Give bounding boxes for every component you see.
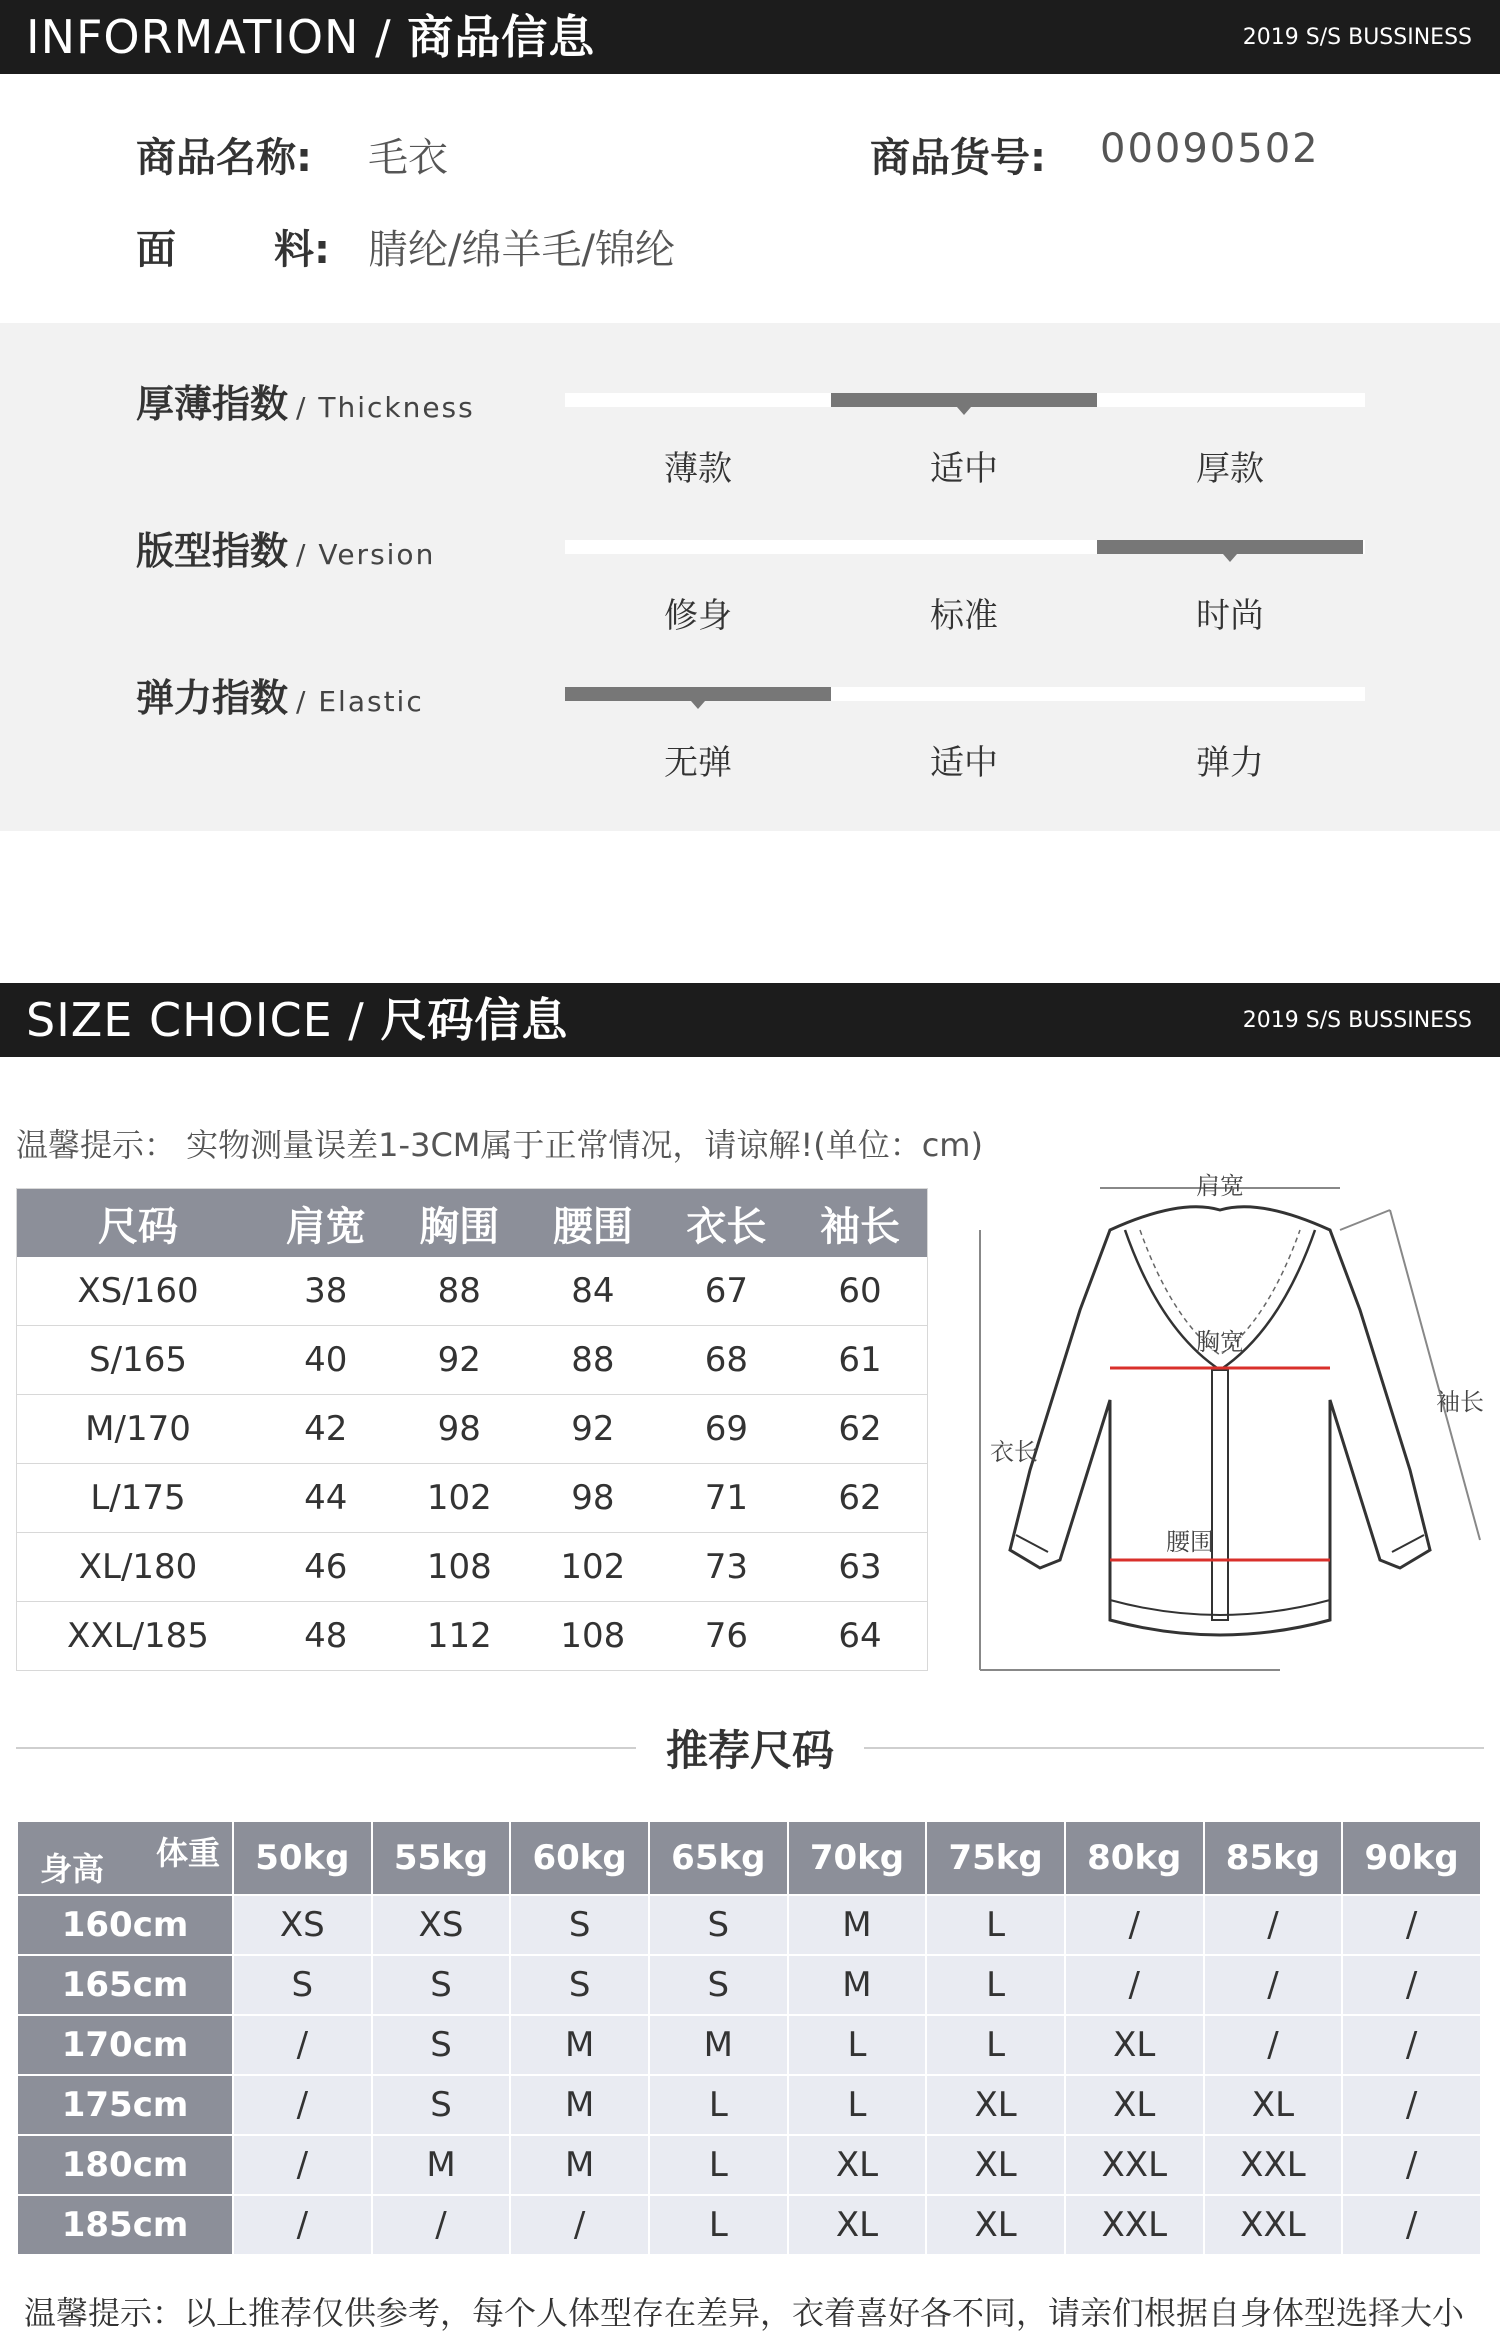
table-cell: S	[511, 1956, 648, 2014]
table-cell: /	[234, 2076, 371, 2134]
index-panel	[0, 323, 1500, 831]
table-cell: 46	[259, 1533, 393, 1602]
table-cell: /	[1343, 2136, 1480, 2194]
recommend-note: 温馨提示：以上推荐仅供参考，每个人体型存在差异，衣着喜好各不同，请亲们根据自身体型选择大小	[24, 2294, 1465, 2332]
weight-header: 55kg	[373, 1822, 510, 1894]
product-name-value: 毛衣	[368, 135, 448, 181]
table-cell: 38	[259, 1257, 393, 1326]
diagram-label-length: 衣长	[990, 1438, 1038, 1466]
table-cell: 64	[793, 1602, 927, 1671]
elastic-option-stretch: 弹力	[1196, 743, 1264, 783]
diagram-label-sleeve: 袖长	[1436, 1388, 1484, 1416]
rec-header-row	[18, 1822, 1480, 1894]
table-cell: /	[1343, 2076, 1480, 2134]
table-cell: L	[927, 1956, 1064, 2014]
diagram-label-chest: 胸宽	[1196, 1328, 1244, 1356]
table-cell: 63	[793, 1533, 927, 1602]
sweater-diagram	[960, 1170, 1490, 1680]
table-cell: S	[373, 2076, 510, 2134]
table-cell: /	[234, 2196, 371, 2254]
table-cell: XXL	[1205, 2196, 1342, 2254]
table-cell: XS/160	[17, 1257, 260, 1326]
elastic-option-medium: 适中	[930, 743, 998, 783]
table-cell: XXL	[1066, 2196, 1203, 2254]
table-cell: 73	[660, 1533, 794, 1602]
table-cell: 92	[526, 1395, 660, 1464]
table-cell: XXL	[1066, 2136, 1203, 2194]
table-cell: /	[1205, 1896, 1342, 1954]
table-cell: /	[1343, 1896, 1480, 1954]
table-cell: S	[511, 1896, 648, 1954]
table-cell: 69	[660, 1395, 794, 1464]
info-title-cn: 商品信息	[407, 10, 596, 64]
size-col-header: 袖长	[793, 1189, 927, 1258]
table-cell: /	[1205, 1956, 1342, 2014]
table-cell: 62	[793, 1464, 927, 1533]
table-row	[18, 2016, 1480, 2074]
size-col-header: 腰围	[526, 1189, 660, 1258]
table-cell: 112	[393, 1602, 527, 1671]
info-header-title	[26, 8, 595, 66]
height-cell: 185cm	[18, 2196, 232, 2254]
weight-header: 75kg	[927, 1822, 1064, 1894]
table-cell: /	[1066, 1896, 1203, 1954]
table-cell: L	[927, 2016, 1064, 2074]
weight-header: 90kg	[1343, 1822, 1480, 1894]
table-row	[18, 2196, 1480, 2254]
table-cell: 108	[393, 1533, 527, 1602]
elastic-title-cn: 弹力指数	[136, 676, 289, 720]
thickness-pointer-icon	[957, 407, 971, 415]
size-header-title	[26, 991, 568, 1049]
table-cell: 61	[793, 1326, 927, 1395]
table-cell: S	[373, 1956, 510, 2014]
table-cell: 71	[660, 1464, 794, 1533]
table-cell: M	[511, 2076, 648, 2134]
table-cell: /	[1066, 1956, 1203, 2014]
table-cell: L	[789, 2016, 926, 2074]
table-cell: S	[234, 1956, 371, 2014]
table-cell: M	[511, 2016, 648, 2074]
thickness-title-cn: 厚薄指数	[136, 382, 289, 426]
table-row	[17, 1326, 928, 1395]
thickness-indicator	[831, 393, 1097, 407]
fabric-label-b: 料:	[274, 227, 330, 273]
table-cell: 44	[259, 1464, 393, 1533]
fabric-label-a: 面	[136, 227, 176, 273]
version-scale	[565, 540, 1365, 554]
size-title-cn: 尺码信息	[380, 993, 569, 1047]
size-col-header: 尺码	[17, 1189, 260, 1258]
fabric-value: 腈纶/绵羊毛/锦纶	[368, 227, 675, 273]
weight-header: 70kg	[789, 1822, 926, 1894]
thickness-title-en: / Thickness	[296, 391, 475, 424]
table-cell: /	[234, 2016, 371, 2074]
elastic-title-en: / Elastic	[296, 685, 424, 718]
height-cell: 180cm	[18, 2136, 232, 2194]
table-cell: /	[373, 2196, 510, 2254]
version-title-en: / Version	[296, 538, 436, 571]
weight-header: 85kg	[1205, 1822, 1342, 1894]
table-row	[17, 1602, 928, 1671]
version-option-standard: 标准	[930, 596, 998, 636]
table-cell: 40	[259, 1326, 393, 1395]
table-cell: S/165	[17, 1326, 260, 1395]
elastic-title	[136, 667, 424, 722]
table-cell: 98	[526, 1464, 660, 1533]
thickness-option-thick: 厚款	[1196, 449, 1264, 489]
table-cell: L	[789, 2076, 926, 2134]
elastic-pointer-icon	[691, 701, 705, 709]
table-cell: XL	[927, 2136, 1064, 2194]
size-title-en: SIZE CHOICE /	[26, 993, 365, 1047]
table-cell: S	[650, 1896, 787, 1954]
size-col-header: 衣长	[660, 1189, 794, 1258]
table-row	[17, 1395, 928, 1464]
product-code-label: 商品货号:	[870, 135, 1046, 181]
table-cell: S	[373, 2016, 510, 2074]
elastic-option-none: 无弹	[664, 743, 732, 783]
table-cell: 102	[393, 1464, 527, 1533]
table-cell: XS	[373, 1896, 510, 1954]
height-axis-label: 身高	[40, 1850, 105, 1888]
table-cell: L/175	[17, 1464, 260, 1533]
table-cell: XL	[789, 2136, 926, 2194]
size-season-label: 2019 S/S BUSSINESS	[1242, 1008, 1472, 1033]
table-cell: XL	[1066, 2016, 1203, 2074]
table-cell: 88	[393, 1257, 527, 1326]
height-cell: 170cm	[18, 2016, 232, 2074]
diagram-label-shoulder: 肩宽	[1196, 1172, 1244, 1200]
table-cell: XS	[234, 1896, 371, 1954]
table-cell: 48	[259, 1602, 393, 1671]
table-row	[18, 1896, 1480, 1954]
table-cell: L	[927, 1896, 1064, 1954]
size-table	[16, 1188, 928, 1671]
thickness-title	[136, 373, 475, 428]
elastic-scale	[565, 687, 1365, 701]
table-cell: /	[1343, 2016, 1480, 2074]
table-cell: L	[650, 2136, 787, 2194]
table-row	[18, 2076, 1480, 2134]
size-col-header: 肩宽	[259, 1189, 393, 1258]
info-season-label: 2019 S/S BUSSINESS	[1242, 25, 1472, 50]
version-option-fashion: 时尚	[1196, 596, 1264, 636]
table-cell: M	[650, 2016, 787, 2074]
recommend-table	[16, 1820, 1482, 2256]
version-option-slim: 修身	[664, 596, 732, 636]
version-title	[136, 520, 435, 575]
size-table-header-row	[17, 1189, 928, 1258]
table-cell: XXL	[1205, 2136, 1342, 2194]
table-cell: XL	[927, 2196, 1064, 2254]
table-cell: 67	[660, 1257, 794, 1326]
size-col-header: 胸围	[393, 1189, 527, 1258]
thickness-option-thin: 薄款	[664, 449, 732, 489]
table-row	[17, 1464, 928, 1533]
height-cell: 160cm	[18, 1896, 232, 1954]
table-cell: 62	[793, 1395, 927, 1464]
table-cell: S	[650, 1956, 787, 2014]
table-cell: /	[1205, 2016, 1342, 2074]
version-indicator	[1097, 540, 1363, 554]
table-cell: 68	[660, 1326, 794, 1395]
table-cell: /	[1343, 1956, 1480, 2014]
table-cell: M	[373, 2136, 510, 2194]
table-cell: XL	[789, 2196, 926, 2254]
table-cell: XL/180	[17, 1533, 260, 1602]
table-cell: 98	[393, 1395, 527, 1464]
height-cell: 175cm	[18, 2076, 232, 2134]
table-cell: 60	[793, 1257, 927, 1326]
version-title-cn: 版型指数	[136, 529, 289, 573]
weight-header: 60kg	[511, 1822, 648, 1894]
table-row	[17, 1533, 928, 1602]
size-header-bar	[0, 983, 1500, 1057]
product-code-value: 00090502	[1100, 126, 1320, 172]
table-cell: 88	[526, 1326, 660, 1395]
table-cell: /	[511, 2196, 648, 2254]
table-cell: /	[234, 2136, 371, 2194]
table-cell: M/170	[17, 1395, 260, 1464]
table-cell: XL	[927, 2076, 1064, 2134]
table-cell: 42	[259, 1395, 393, 1464]
rec-corner-cell	[18, 1822, 232, 1894]
table-cell: 108	[526, 1602, 660, 1671]
table-cell: 102	[526, 1533, 660, 1602]
size-note: 温馨提示： 实物测量误差1-3CM属于正常情况，请谅解!(单位：cm)	[16, 1126, 983, 1164]
diagram-label-waist: 腰围	[1166, 1528, 1214, 1556]
table-cell: XXL/185	[17, 1602, 260, 1671]
table-cell: M	[511, 2136, 648, 2194]
table-cell: M	[789, 1896, 926, 1954]
weight-header: 50kg	[234, 1822, 371, 1894]
table-cell: M	[789, 1956, 926, 2014]
table-cell: /	[1343, 2196, 1480, 2254]
table-cell: 84	[526, 1257, 660, 1326]
table-row	[18, 1956, 1480, 2014]
info-title-en: INFORMATION /	[26, 10, 392, 64]
height-cell: 165cm	[18, 1956, 232, 2014]
table-cell: 76	[660, 1602, 794, 1671]
elastic-indicator	[565, 687, 831, 701]
table-cell: L	[650, 2196, 787, 2254]
weight-header: 80kg	[1066, 1822, 1203, 1894]
thickness-option-medium: 适中	[930, 449, 998, 489]
weight-axis-label: 体重	[155, 1834, 220, 1872]
weight-header: 65kg	[650, 1822, 787, 1894]
table-cell: 92	[393, 1326, 527, 1395]
version-pointer-icon	[1223, 554, 1237, 562]
table-cell: XL	[1066, 2076, 1203, 2134]
info-header-bar	[0, 0, 1500, 74]
thickness-scale	[565, 393, 1365, 407]
table-cell: XL	[1205, 2076, 1342, 2134]
table-row	[18, 2136, 1480, 2194]
recommend-title: 推荐尺码	[665, 1726, 834, 1775]
table-row	[17, 1257, 928, 1326]
table-cell: L	[650, 2076, 787, 2134]
product-name-label: 商品名称:	[136, 135, 312, 181]
